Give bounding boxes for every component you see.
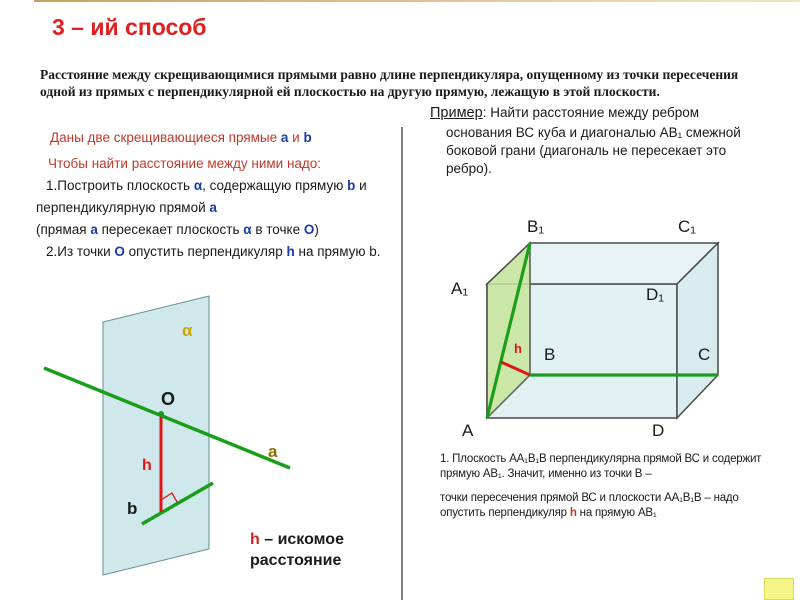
note-p1: 1. Плоскость АА₁В₁В перпендикулярна прямой ВС и содержит прямую АВ₁. Значит, именно из точки В – xyxy=(440,453,762,480)
step1-O: О xyxy=(303,222,315,237)
step1-text: 1.Построить плоскость xyxy=(46,178,194,193)
note-p2-h: h xyxy=(569,507,577,519)
slide-title: 3 – ий способ xyxy=(52,14,207,40)
label-alpha: α xyxy=(182,321,193,340)
plane-alpha xyxy=(103,296,209,575)
cube-label-h: h xyxy=(514,341,522,356)
tofind-line: Чтобы найти расстояние между ними надо: xyxy=(48,156,322,171)
step1-avar: а xyxy=(209,200,217,215)
h-caption-rest-2: расстояние xyxy=(250,552,342,569)
example-label: Пример xyxy=(430,105,483,121)
note-p2-tail: на прямую АВ₁ xyxy=(576,507,657,519)
h-caption xyxy=(250,529,344,571)
vertex-A: A xyxy=(462,421,474,440)
solution-note xyxy=(440,452,780,530)
step1-bvar: b xyxy=(347,178,356,193)
step1-text-e: пересекает плоскость xyxy=(97,222,244,237)
note-p2-text: точки пересечения прямой ВС и плоскости АА₁В₁В – надо опустить перпендикуляр xyxy=(440,492,739,519)
label-O: О xyxy=(161,389,176,409)
note-p2 xyxy=(440,491,780,521)
given-and: и xyxy=(288,130,304,145)
step1-text-d: (прямая xyxy=(36,222,91,237)
step2-text: 2.Из точки xyxy=(46,244,115,259)
h-caption-rest-1: – искомое xyxy=(259,531,344,548)
step1-avar2: а xyxy=(90,222,98,237)
step2-text-b: опустить перпендикуляр xyxy=(124,244,287,259)
vertex-B1: B₁ xyxy=(527,217,545,236)
given-b: b xyxy=(303,130,312,145)
vertex-C: C xyxy=(698,345,711,364)
step2-O: О xyxy=(114,244,125,259)
example-text-1: : Найти расстояние между ребром xyxy=(482,105,700,120)
label-b: b xyxy=(127,499,138,518)
theorem-text: Расстояние между скрещивающимися прямыми равно длине перпендикуляра, опущенному из точки пересечения одной из прямых с перпендикулярной ей плоскостью на другую прямую, лежащую в этой плоскости. xyxy=(40,67,739,99)
step2-text-c: на прямую b. xyxy=(294,244,381,259)
vertex-C1: C₁ xyxy=(678,217,697,236)
step1-text-b: , содержащую прямую xyxy=(202,178,348,193)
step1-alpha2: α xyxy=(243,222,252,237)
step2-h: h xyxy=(286,244,295,259)
step1-text-g: ) xyxy=(314,222,319,237)
vertex-D: D xyxy=(652,421,665,440)
vertex-B: B xyxy=(544,345,556,364)
given-text: Даны две скрещивающиеся прямые xyxy=(50,130,281,145)
vertex-D1: D₁ xyxy=(646,285,665,304)
label-h: h xyxy=(142,457,152,474)
example-text-2: основания ВС куба и диагональю АВ₁ смежной боковой грани (диагональ не пересекает это ребро). xyxy=(446,125,741,176)
vertex-A1: A₁ xyxy=(451,279,469,298)
h-caption-h: h xyxy=(250,531,260,548)
next-slide-button[interactable] xyxy=(764,578,794,600)
step1-text-c: и перпендикулярную прямой xyxy=(36,178,367,215)
step1-alpha: α xyxy=(193,178,203,193)
label-a: a xyxy=(268,442,278,461)
step1-text-f: в точке xyxy=(251,222,304,237)
given-a: a xyxy=(280,130,289,145)
point-O xyxy=(158,411,164,417)
